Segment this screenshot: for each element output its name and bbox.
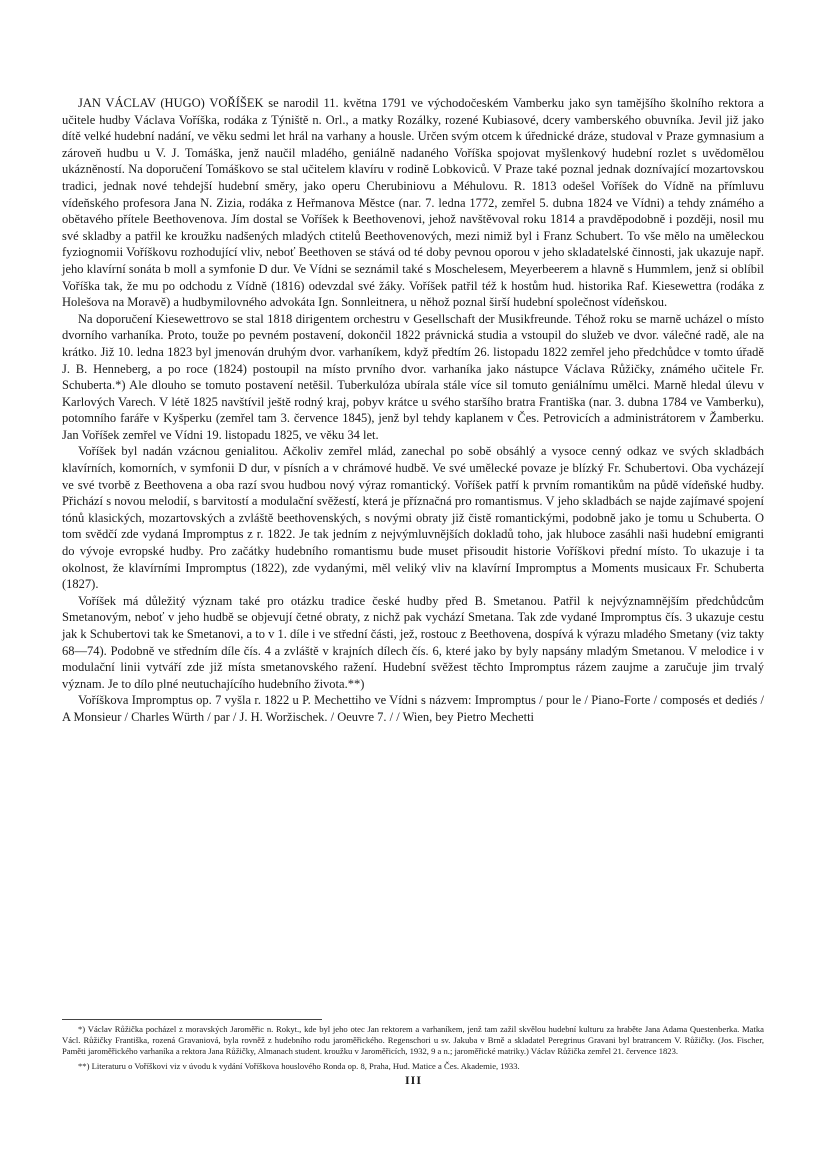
paragraph-genius: Voříšek byl nadán vzácnou genialitou. Ačkoliv zemřel mlád, zanechal po sobě obsáhlý a vysoce cenný odkaz ve svých skladbách klavírních, komorních, v symfonii D dur, v písních a v chrámové hudbě. Ve své umělecké povaze je blízký Fr. Schubertovi. Oba vycházejí ve své tvorbě z Beethovena a oba razí svou hudbou nový výraz romantický. Voříšek patří k prvním romantikům na půdě vídeňské hudby. Přichází s novou melodií, s barvitostí a modulační svěžestí, která je příznačná pro romantismus. V jeho skladbách se najde zajímavé spojení tónů klasických, mozartovských a zvláště beethovenských, s novými obraty již čistě romantickými, podobně jako je tomu u Schuberta. O tom svědčí zde vydaná Impromptus z r. 1822. Je tak jedním z nejvýmluvnějších dokladů toho, jak hluboce zasáhli naši hudební emigranti do vývoje evropské hudby. Pro začátky hudebního romantismu bude muset přisoudit historie Voříškovi přední místo. To ukazuje i ta okolnost, že klavírními Impromptus (1822), zde vydanými, měl veliký vliv na klavírní Impromptus a Moments musicaux Fr. Schuberta (1827). xyxy=(62,444,764,592)
footnote-2: **) Literaturu o Voříškovi viz v úvodu k vydání Voříškova houslového Ronda op. 8, Praha, Hud. Matice a Čes. Akademie, 1933. xyxy=(78,1060,520,1071)
paragraph-biography: JAN VÁCLAV (HUGO) VOŘÍŠEK se narodil 11. května 1791 ve východočeském Vamberku jako syn tamějšího školního rektora a učitele hudby Václava Voříška, rodáka z Týniště n. Orl., a matky Rozálky, rozené Kubiasové, dcery vamberského obuvníka. Jevil již jako dítě velké hudební nadání, ve věku sedmi let hrál na varhany a housle. Určen svým otcem k úřednické dráze, studoval v Praze gymnasium a zároveň hudbu u V. J. Tomáška, jenž naučil mladého, geniálně nadaného Voříška spojovat myšlenkový hudební rozlet s uvědomělou ukázněností. Na doporučení Tomáškovo se stal učitelem klavíru v rodině Lobkoviců. V Praze také poznal jednak doznívající mozartovskou tradici, jednak nové tehdejší hudební směry, jako operu Cherubiniovu a Méhulovu. R. 1813 odešel Voříšek do Vídně na přímluvu vídeňského profesora Jana N. Zizia, rodáka z Heřmanova Městce (nar. 7. ledna 1772, zemřel 5. dubna 1824 ve Vídni) a tehdy známého a obětavého přítele Beethovenova. Jím dostal se Voříšek k Beethovenovi, jehož navštěvoval roku 1814 a pravděpodobně i později, nosil mu své skladby a patřil ke kroužku nadšených mladých ctitelů Beethovenových, mezi nimiž byl i Franz Schubert. To vše mělo na uměleckou fyziognomii Voříškovu rozhodující vliv, neboť Beethoven se stává od té doby pevnou oporou v jeho skladatelské činnosti, jak ukazuje např. jeho klavírní sonáta b moll a symfonie D dur. Ve Vídni se seznámil také s Moschelesem, Meyerbeerem a hlavně s Hummlem, jenž si oblíbil Voříška tak, že mu po odchodu z Vídně (1816) odevzdal své žáky. Voříšek patřil též k hostům hud. historika Raf. Kiesewettra (rodáka z Holešova na Moravě) a hudbymilovného advokáta Ign. Sonnleitnera, u něhož poznal širší hudební společnost vídeňskou. xyxy=(62,96,764,310)
footnote-1: *) Václav Růžička pocházel z moravských Jaroměřic n. Rokyt., kde byl jeho otec Jan rektorem a varhaníkem, jenž tam zažil skvělou hudební kulturu za hraběte Jana Adama Questenberka. Matka Václ. Růžičky Františka, rozená Gravaniová, byla rovněž z hudebního rodu jaroměřického. Regenschori u sv. Jakuba v Brně a skladatel Peregrinus Gravani byl bratrancem V. Růžičky. (Jos. Fischer, Paměti jaroměřického varhaníka a rektora Jana Růžičky, Almanach student. kroužku v Jaroměřicích, 1932, 9 a n.; jaroměřické matriky.) Václav Růžička zemřel 21. července 1823. xyxy=(62,1024,764,1057)
footnote-divider xyxy=(62,1019,322,1020)
page-number: III xyxy=(404,1073,422,1087)
footnotes xyxy=(62,1024,764,1075)
paragraph-vienna-career: Na doporučení Kiesewettrovo se stal 1818 dirigentem orchestru v Gesellschaft der Musikfreunde. Téhož roku se marně ucházel o místo dvorního varhaníka. Proto, touže po pevném postavení, dokončil 1822 právnická studia a vstoupil do služeb ve dvor. válečné radě, ale na krátko. Již 10. ledna 1823 byl jmenován druhým dvor. varhaníkem, když předtím 26. listopadu 1822 zemřel jeho předchůdce v tomto úřadě J. B. Henneberg, a po roce (1824) postoupil na místo prvního dvor. varhaníka jako nástupce Václava Růžičky, známého učitele Fr. Schuberta.*) Ale dlouho se tomuto postavení netěšil. Tuberkulóza ubírala stále více sil tomuto geniálnímu umělci. Marně hledal úlevu v Karlových Varech. V létě 1825 navštívil ještě rodný kraj, pobyv krátce u svého staršího bratra Františka (nar. 3. dubna 1784 ve Vamberku), potomního faráře v Kyšperku (zemřel tam 3. července 1845), jenž byl tehdy kaplanem v Čes. Petrovicích a administrátorem v Žamberku. Jan Voříšek zemřel ve Vídni 19. listopadu 1825, ve věku 34 let. xyxy=(62,311,764,442)
paragraph-edition: Voříškova Impromptus op. 7 vyšla r. 1822 u P. Mechettiho ve Vídni s názvem: Impromptus / pour le / Piano-Forte / composés et dediés / A Monsieur / Charles Würth / par / J. H. Woržischek. / Oeuvre 7. / / Wien, bey Pietro Mechetti xyxy=(62,693,764,724)
paragraph-smetana: Voříšek má důležitý význam také pro otázku tradice české hudby před B. Smetanou. Patřil k nejvýznamnějším předchůdcům Smetanovým, neboť v jeho hudbě se objevují četné obraty, z nichž pak vychází Smetana. Tak zde vydané Impromptus čís. 3 ukazuje cestu jak k Schubertovi tak ke Smetanovi, a to v 1. díle i ve střední části, jež, rostouc z Beethovena, dospívá k výrazu mladého Smetany (viz takty 68—74). Podobně ve středním díle čís. 4 a zvláště v krajních dílech čís. 6, které jako by byly napsány mladým Smetanou. V melodice i v modulační linii vytváří zde již místa smetanovského ražení. Hudební svěžest těchto Impromptus rázem zaujme a zaručuje jim trvalý význam. Je to dílo plné neutuchajícího hudebního života.**) xyxy=(62,593,764,691)
body-text xyxy=(62,95,764,726)
